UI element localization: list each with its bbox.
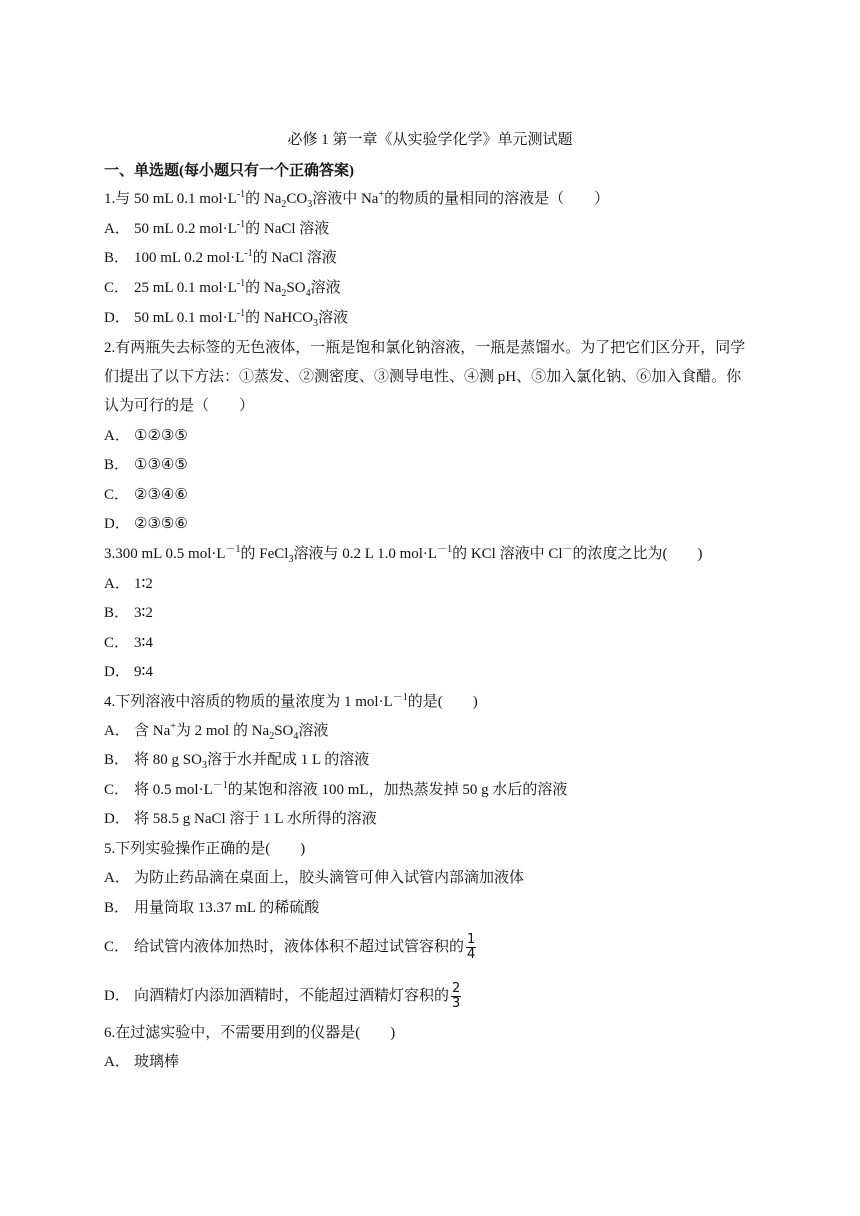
question-1-option-b: B． 100 mL 0.2 $mol\cdot L^{-1}$的 NaCl 溶液 xyxy=(104,248,337,266)
question-3-option-c: C． 3∶4 xyxy=(104,635,153,651)
question-6-option-a: A． 玻璃棒 xyxy=(104,1054,180,1070)
question-2-option-b: B． ①③④⑤ xyxy=(104,457,188,473)
question-4-option-b: B． 将 80 g $SO_3$溶于水并配成 1 L 的溶液 xyxy=(104,752,370,771)
question-5-option-c: C． 给试管内液体加热时，液体体积不超过试管容积的 $\frac{1}{4}$ xyxy=(104,932,476,962)
question-5-option-b: B． 用量筒取 13.37 mL 的稀硫酸 xyxy=(104,900,320,916)
question-3-stem: 3.300 mL 0.5 $mol\cdot L^{-1}$的 FeCl$_3$溶液与 0.2 L 1.0 $mol\cdot L^{-1}$的 KCl 溶液中 Cl－的浓度之比为( ) xyxy=(104,544,703,565)
question-1-option-c: C． 25 mL 0.1 $mol\cdot L^{-1}$的 $Na_2SO_4$溶液 xyxy=(104,278,341,299)
question-4-stem: 4.下列溶液中溶质的物质的量浓度为 1 $mol\cdot L^{-1}$的是( ) xyxy=(104,692,478,710)
section-heading: 一、单选题(每小题只有一个正确答案) xyxy=(104,163,354,179)
question-4-option-a: A． 含 Na+为 2 mol 的 $Na_2SO_4$溶液 xyxy=(104,721,329,742)
question-3-option-b: B． 3∶2 xyxy=(104,605,153,621)
question-1-option-d: D． 50 mL 0.1 $mol\cdot L^{-1}$的 NaHCO$_3$溶液 xyxy=(104,308,349,329)
question-1-stem: 1.与 50 mL 0.1 $mol\cdot L^{-1}$的 $Na_2CO_3$溶液中 Na+的物质的量相同的溶液是（ ） xyxy=(104,189,610,210)
question-5-stem: 5.下列实验操作正确的是( ) xyxy=(104,841,306,857)
question-1-option-a: A． 50 mL 0.2 $mol\cdot L^{-1}$的 NaCl 溶液 xyxy=(104,219,330,237)
fraction-one-quarter: $\frac{1}{4}$ xyxy=(467,932,476,962)
question-5-option-d: D． 向酒精灯内添加酒精时，不能超过酒精灯容积的 $\frac{2}{3}$ xyxy=(104,981,461,1011)
question-2-option-a: A． ①②③⑤ xyxy=(104,428,188,444)
question-3-option-a: A． 1∶2 xyxy=(104,576,153,592)
question-6-stem: 6.在过滤实验中，不需要用到的仪器是( ) xyxy=(104,1025,396,1041)
question-3-option-d: D． 9∶4 xyxy=(104,664,153,680)
question-4-option-d: D． 将 58.5 g NaCl 溶于 1 L 水所得的溶液 xyxy=(104,811,377,827)
question-4-option-c: C． 将 0.5 $mol\cdot L^{-1}$的某饱和溶液 100 mL，加热蒸发掉 50 g 水后的溶液 xyxy=(104,780,568,798)
fraction-two-thirds: $\frac{2}{3}$ xyxy=(452,981,461,1011)
question-2-stem-line-1: 2.有两瓶失去标签的无色液体，一瓶是饱和氯化钠溶液，一瓶是蒸馏水。为了把它们区分开，同学 xyxy=(104,340,746,356)
question-2-stem-line-2: 们提出了以下方法：①蒸发、②测密度、③测导电性、④测 pH、⑤加入氯化钠、⑥加入食醋。你 xyxy=(104,369,742,385)
page-title: 必修 1 第一章《从实验学化学》单元测试题 xyxy=(287,132,573,148)
question-2-option-d: D． ②③⑤⑥ xyxy=(104,516,188,532)
question-2-stem-line-3: 认为可行的是（ ） xyxy=(104,398,255,414)
question-5-option-a: A． 为防止药品滴在桌面上，胶头滴管可伸入试管内部滴加液体 xyxy=(104,870,525,886)
question-2-option-c: C． ②③④⑥ xyxy=(104,487,188,503)
